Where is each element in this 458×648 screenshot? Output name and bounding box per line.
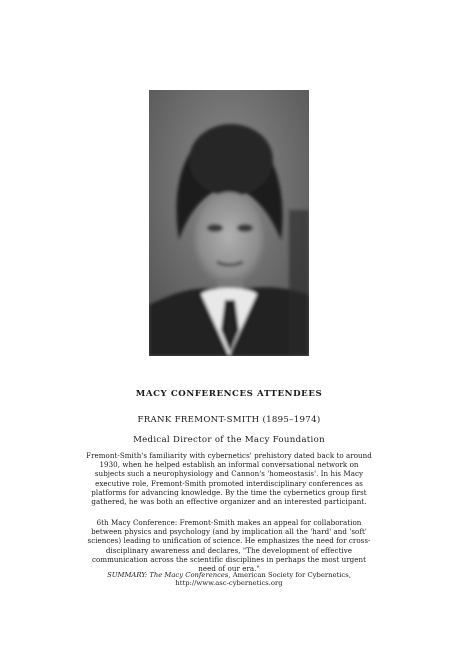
biography-paragraph: Fremont-Smith's familiarity with cybernetics' prehistory dated back to around 1930, when he helped establish an informal conversational network on subjects such a neurophysiology and Cannon's 'homeostasis'. In his Macy executive role, Fremont-Smith promoted interdisciplinary conferences as platforms for advancing knowledge. By the time the cybernetics group first gathered, he was both an effective organizer and an interested participant. (86, 451, 372, 507)
hair-top-shape (189, 124, 273, 196)
right-eye-shape (237, 224, 253, 232)
face-shape (193, 192, 265, 288)
portrait-photo (149, 90, 309, 356)
person-name-line: FRANK FREMONT-SMITH (1895–1974) (137, 415, 321, 425)
summary-citation (84, 571, 374, 588)
portrait-image (149, 90, 309, 356)
summary-url[interactable]: http://www.asc-cybernetics.org (175, 579, 283, 588)
document-heading: MACY CONFERENCES ATTENDEES (135, 389, 323, 399)
photo-shadow-shape (289, 210, 309, 356)
left-eye-shape (207, 224, 223, 232)
person-role: Medical Director of the Macy Foundation (133, 435, 325, 445)
summary-label: SUMMARY: The Macy Conferences (107, 571, 229, 579)
conference-paragraph: 6th Macy Conference: Fremont-Smith makes an appeal for collaboration between physics and psychology (and by implication all the 'hard' and 'soft' sciences) leading to unification of science. He emphasizes the need for cross-disciplinary awareness and declares, "The development of effective communication across the scientific disciplines in perhaps the most urgent need of our era." (87, 518, 371, 574)
summary-source: , American Society for Cybernetics, (228, 571, 351, 579)
